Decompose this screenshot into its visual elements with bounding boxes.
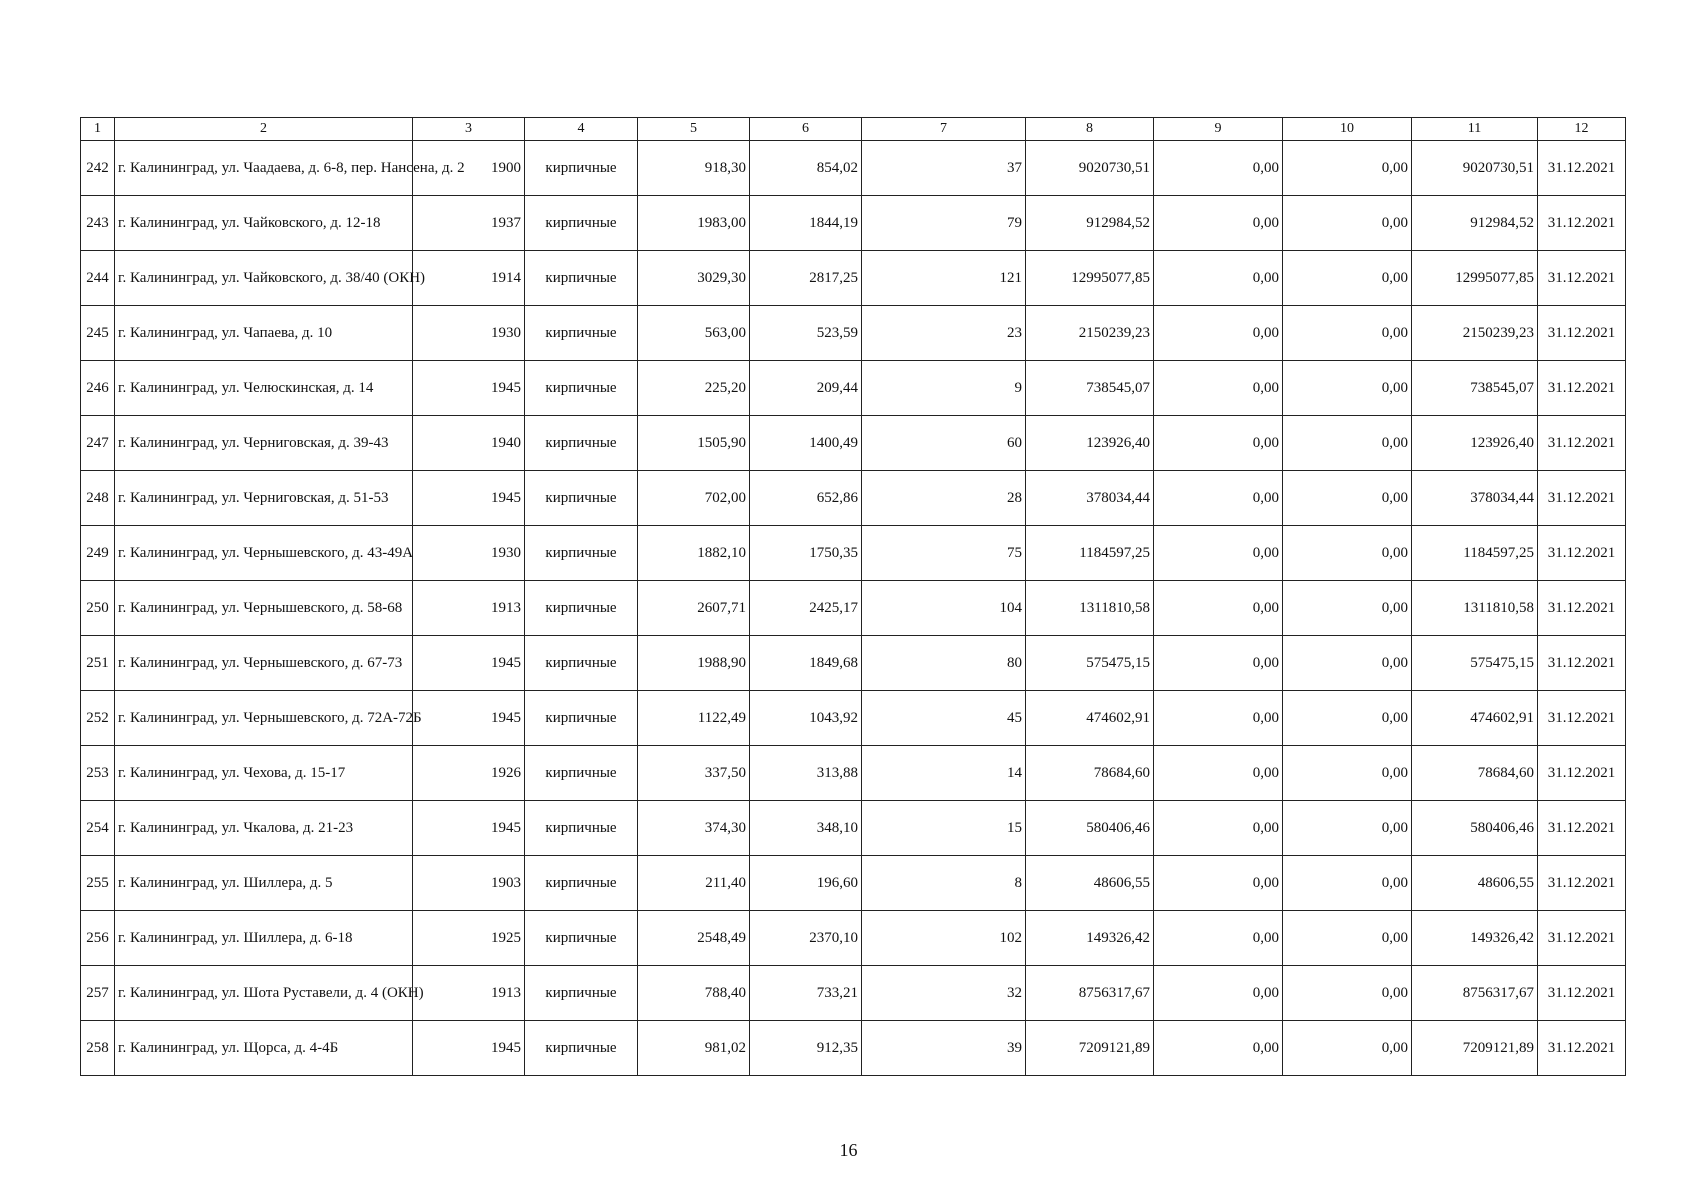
other-cost-cell: 0,00 [1283,306,1412,361]
residents-count-cell: 104 [862,581,1026,636]
year-cell: 1926 [413,746,525,801]
residents-count-cell: 60 [862,416,1026,471]
deadline-date-cell: 31.12.2021 [1538,1021,1626,1076]
table-row [81,361,1626,416]
wall-material-cell: кирпичные [525,1021,638,1076]
other-cost-cell: 0,00 [1283,1021,1412,1076]
fund-cost-cell: 0,00 [1154,526,1283,581]
other-cost-cell: 0,00 [1283,526,1412,581]
table-row [81,416,1626,471]
total-cost-cell: 78684,60 [1026,746,1154,801]
address-cell: г. Калининград, ул. Черниговская, д. 51-53 [115,471,413,526]
other-cost-cell: 0,00 [1283,471,1412,526]
year-cell: 1945 [413,1021,525,1076]
residents-count-cell: 14 [862,746,1026,801]
residents-count-cell: 75 [862,526,1026,581]
row-number-cell: 258 [81,1021,115,1076]
table-row [81,471,1626,526]
address-cell: г. Калининград, ул. Черниговская, д. 39-43 [115,416,413,471]
owner-cost-cell: 8756317,67 [1412,966,1538,1021]
other-cost-cell: 0,00 [1283,691,1412,746]
wall-material-cell: кирпичные [525,691,638,746]
row-number-cell: 255 [81,856,115,911]
living-area-cell: 912,35 [750,1021,862,1076]
table-row [81,911,1626,966]
residents-count-cell: 8 [862,856,1026,911]
year-cell: 1903 [413,856,525,911]
table-row [81,141,1626,196]
wall-material-cell: кирпичные [525,746,638,801]
owner-cost-cell: 378034,44 [1412,471,1538,526]
residents-count-cell: 23 [862,306,1026,361]
year-cell: 1940 [413,416,525,471]
wall-material-cell: кирпичные [525,196,638,251]
row-number-cell: 252 [81,691,115,746]
total-area-cell: 1983,00 [638,196,750,251]
column-header: 1 [81,118,115,141]
deadline-date-cell: 31.12.2021 [1538,636,1626,691]
deadline-date-cell: 31.12.2021 [1538,306,1626,361]
fund-cost-cell: 0,00 [1154,196,1283,251]
residents-count-cell: 39 [862,1021,1026,1076]
total-cost-cell: 738545,07 [1026,361,1154,416]
total-area-cell: 1988,90 [638,636,750,691]
other-cost-cell: 0,00 [1283,361,1412,416]
other-cost-cell: 0,00 [1283,141,1412,196]
residents-count-cell: 102 [862,911,1026,966]
owner-cost-cell: 12995077,85 [1412,251,1538,306]
year-cell: 1930 [413,306,525,361]
total-area-cell: 1122,49 [638,691,750,746]
wall-material-cell: кирпичные [525,361,638,416]
living-area-cell: 196,60 [750,856,862,911]
wall-material-cell: кирпичные [525,581,638,636]
fund-cost-cell: 0,00 [1154,801,1283,856]
total-area-cell: 918,30 [638,141,750,196]
residents-count-cell: 80 [862,636,1026,691]
wall-material-cell: кирпичные [525,526,638,581]
deadline-date-cell: 31.12.2021 [1538,471,1626,526]
row-number-cell: 247 [81,416,115,471]
table-row [81,856,1626,911]
residents-count-cell: 45 [862,691,1026,746]
total-cost-cell: 1311810,58 [1026,581,1154,636]
table-row [81,1021,1626,1076]
fund-cost-cell: 0,00 [1154,856,1283,911]
deadline-date-cell: 31.12.2021 [1538,141,1626,196]
owner-cost-cell: 1311810,58 [1412,581,1538,636]
row-number-cell: 245 [81,306,115,361]
table-row [81,746,1626,801]
owner-cost-cell: 474602,91 [1412,691,1538,746]
year-cell: 1900 [413,141,525,196]
residents-count-cell: 9 [862,361,1026,416]
row-number-cell: 251 [81,636,115,691]
deadline-date-cell: 31.12.2021 [1538,856,1626,911]
table-row [81,526,1626,581]
year-cell: 1945 [413,691,525,746]
total-cost-cell: 123926,40 [1026,416,1154,471]
column-header: 9 [1154,118,1283,141]
address-cell: г. Калининград, ул. Чернышевского, д. 72А-72Б [115,691,413,746]
total-area-cell: 337,50 [638,746,750,801]
year-cell: 1913 [413,966,525,1021]
address-cell: г. Калининград, ул. Чехова, д. 15-17 [115,746,413,801]
column-header: 11 [1412,118,1538,141]
row-number-cell: 254 [81,801,115,856]
year-cell: 1925 [413,911,525,966]
total-cost-cell: 7209121,89 [1026,1021,1154,1076]
table-row [81,196,1626,251]
fund-cost-cell: 0,00 [1154,251,1283,306]
wall-material-cell: кирпичные [525,636,638,691]
other-cost-cell: 0,00 [1283,911,1412,966]
row-number-cell: 246 [81,361,115,416]
deadline-date-cell: 31.12.2021 [1538,526,1626,581]
other-cost-cell: 0,00 [1283,251,1412,306]
total-cost-cell: 580406,46 [1026,801,1154,856]
row-number-cell: 248 [81,471,115,526]
row-number-cell: 243 [81,196,115,251]
deadline-date-cell: 31.12.2021 [1538,251,1626,306]
living-area-cell: 348,10 [750,801,862,856]
fund-cost-cell: 0,00 [1154,966,1283,1021]
total-area-cell: 788,40 [638,966,750,1021]
living-area-cell: 652,86 [750,471,862,526]
total-cost-cell: 9020730,51 [1026,141,1154,196]
wall-material-cell: кирпичные [525,966,638,1021]
column-header: 10 [1283,118,1412,141]
address-cell: г. Калининград, ул. Шота Руставели, д. 4 (ОКН) [115,966,413,1021]
owner-cost-cell: 9020730,51 [1412,141,1538,196]
owner-cost-cell: 1184597,25 [1412,526,1538,581]
year-cell: 1914 [413,251,525,306]
column-header: 7 [862,118,1026,141]
wall-material-cell: кирпичные [525,141,638,196]
row-number-cell: 257 [81,966,115,1021]
table-row [81,966,1626,1021]
total-cost-cell: 1184597,25 [1026,526,1154,581]
column-header: 6 [750,118,862,141]
other-cost-cell: 0,00 [1283,746,1412,801]
fund-cost-cell: 0,00 [1154,306,1283,361]
column-header: 12 [1538,118,1626,141]
other-cost-cell: 0,00 [1283,636,1412,691]
residents-count-cell: 28 [862,471,1026,526]
total-cost-cell: 48606,55 [1026,856,1154,911]
other-cost-cell: 0,00 [1283,581,1412,636]
row-number-cell: 250 [81,581,115,636]
year-cell: 1945 [413,801,525,856]
total-area-cell: 211,40 [638,856,750,911]
fund-cost-cell: 0,00 [1154,691,1283,746]
owner-cost-cell: 123926,40 [1412,416,1538,471]
residents-count-cell: 32 [862,966,1026,1021]
housing-registry-table [80,117,1626,1076]
total-area-cell: 2548,49 [638,911,750,966]
deadline-date-cell: 31.12.2021 [1538,911,1626,966]
living-area-cell: 2370,10 [750,911,862,966]
deadline-date-cell: 31.12.2021 [1538,196,1626,251]
living-area-cell: 1844,19 [750,196,862,251]
other-cost-cell: 0,00 [1283,856,1412,911]
total-area-cell: 1882,10 [638,526,750,581]
deadline-date-cell: 31.12.2021 [1538,691,1626,746]
deadline-date-cell: 31.12.2021 [1538,361,1626,416]
year-cell: 1913 [413,581,525,636]
living-area-cell: 1400,49 [750,416,862,471]
total-area-cell: 1505,90 [638,416,750,471]
living-area-cell: 2817,25 [750,251,862,306]
column-header: 2 [115,118,413,141]
fund-cost-cell: 0,00 [1154,416,1283,471]
row-number-cell: 256 [81,911,115,966]
living-area-cell: 1750,35 [750,526,862,581]
column-header: 8 [1026,118,1154,141]
row-number-cell: 244 [81,251,115,306]
total-area-cell: 374,30 [638,801,750,856]
deadline-date-cell: 31.12.2021 [1538,416,1626,471]
fund-cost-cell: 0,00 [1154,746,1283,801]
wall-material-cell: кирпичные [525,306,638,361]
column-header: 3 [413,118,525,141]
column-header: 4 [525,118,638,141]
wall-material-cell: кирпичные [525,801,638,856]
total-cost-cell: 12995077,85 [1026,251,1154,306]
year-cell: 1945 [413,471,525,526]
living-area-cell: 2425,17 [750,581,862,636]
living-area-cell: 523,59 [750,306,862,361]
total-area-cell: 563,00 [638,306,750,361]
fund-cost-cell: 0,00 [1154,361,1283,416]
address-cell: г. Калининград, ул. Чернышевского, д. 43-49А [115,526,413,581]
row-number-cell: 253 [81,746,115,801]
row-number-cell: 242 [81,141,115,196]
owner-cost-cell: 738545,07 [1412,361,1538,416]
total-cost-cell: 149326,42 [1026,911,1154,966]
fund-cost-cell: 0,00 [1154,1021,1283,1076]
owner-cost-cell: 2150239,23 [1412,306,1538,361]
total-cost-cell: 575475,15 [1026,636,1154,691]
residents-count-cell: 15 [862,801,1026,856]
other-cost-cell: 0,00 [1283,196,1412,251]
table-row [81,801,1626,856]
table-row [81,306,1626,361]
total-cost-cell: 378034,44 [1026,471,1154,526]
living-area-cell: 1043,92 [750,691,862,746]
owner-cost-cell: 575475,15 [1412,636,1538,691]
address-cell: г. Калининград, ул. Чернышевского, д. 67-73 [115,636,413,691]
wall-material-cell: кирпичные [525,911,638,966]
living-area-cell: 313,88 [750,746,862,801]
year-cell: 1945 [413,361,525,416]
total-area-cell: 3029,30 [638,251,750,306]
year-cell: 1937 [413,196,525,251]
row-number-cell: 249 [81,526,115,581]
total-cost-cell: 912984,52 [1026,196,1154,251]
total-area-cell: 2607,71 [638,581,750,636]
residents-count-cell: 121 [862,251,1026,306]
address-cell: г. Калининград, ул. Шиллера, д. 5 [115,856,413,911]
total-area-cell: 225,20 [638,361,750,416]
year-cell: 1930 [413,526,525,581]
address-cell: г. Калининград, ул. Шиллера, д. 6-18 [115,911,413,966]
living-area-cell: 1849,68 [750,636,862,691]
living-area-cell: 854,02 [750,141,862,196]
total-cost-cell: 474602,91 [1026,691,1154,746]
column-header: 5 [638,118,750,141]
column-number-row [81,118,1626,141]
residents-count-cell: 37 [862,141,1026,196]
address-cell: г. Калининград, ул. Щорса, д. 4-4Б [115,1021,413,1076]
fund-cost-cell: 0,00 [1154,141,1283,196]
year-cell: 1945 [413,636,525,691]
address-cell: г. Калининград, ул. Чернышевского, д. 58-68 [115,581,413,636]
owner-cost-cell: 912984,52 [1412,196,1538,251]
wall-material-cell: кирпичные [525,416,638,471]
total-cost-cell: 8756317,67 [1026,966,1154,1021]
table-row [81,636,1626,691]
page-number: 16 [839,1140,858,1160]
fund-cost-cell: 0,00 [1154,911,1283,966]
total-cost-cell: 2150239,23 [1026,306,1154,361]
fund-cost-cell: 0,00 [1154,471,1283,526]
address-cell: г. Калининград, ул. Челюскинская, д. 14 [115,361,413,416]
other-cost-cell: 0,00 [1283,966,1412,1021]
fund-cost-cell: 0,00 [1154,581,1283,636]
owner-cost-cell: 7209121,89 [1412,1021,1538,1076]
wall-material-cell: кирпичные [525,471,638,526]
living-area-cell: 209,44 [750,361,862,416]
table-row [81,581,1626,636]
owner-cost-cell: 48606,55 [1412,856,1538,911]
living-area-cell: 733,21 [750,966,862,1021]
wall-material-cell: кирпичные [525,856,638,911]
wall-material-cell: кирпичные [525,251,638,306]
other-cost-cell: 0,00 [1283,801,1412,856]
other-cost-cell: 0,00 [1283,416,1412,471]
table-row [81,251,1626,306]
fund-cost-cell: 0,00 [1154,636,1283,691]
owner-cost-cell: 78684,60 [1412,746,1538,801]
residents-count-cell: 79 [862,196,1026,251]
deadline-date-cell: 31.12.2021 [1538,966,1626,1021]
total-area-cell: 702,00 [638,471,750,526]
address-cell: г. Калининград, ул. Чкалова, д. 21-23 [115,801,413,856]
deadline-date-cell: 31.12.2021 [1538,801,1626,856]
owner-cost-cell: 580406,46 [1412,801,1538,856]
address-cell: г. Калининград, ул. Чапаева, д. 10 [115,306,413,361]
table-row [81,691,1626,746]
deadline-date-cell: 31.12.2021 [1538,746,1626,801]
address-cell: г. Калининград, ул. Чайковского, д. 38/40 (ОКН) [115,251,413,306]
address-cell: г. Калининград, ул. Чайковского, д. 12-18 [115,196,413,251]
table-body [81,141,1626,1076]
total-area-cell: 981,02 [638,1021,750,1076]
address-cell: г. Калининград, ул. Чаадаева, д. 6-8, пер. Нансена, д. 2 [115,141,413,196]
owner-cost-cell: 149326,42 [1412,911,1538,966]
deadline-date-cell: 31.12.2021 [1538,581,1626,636]
